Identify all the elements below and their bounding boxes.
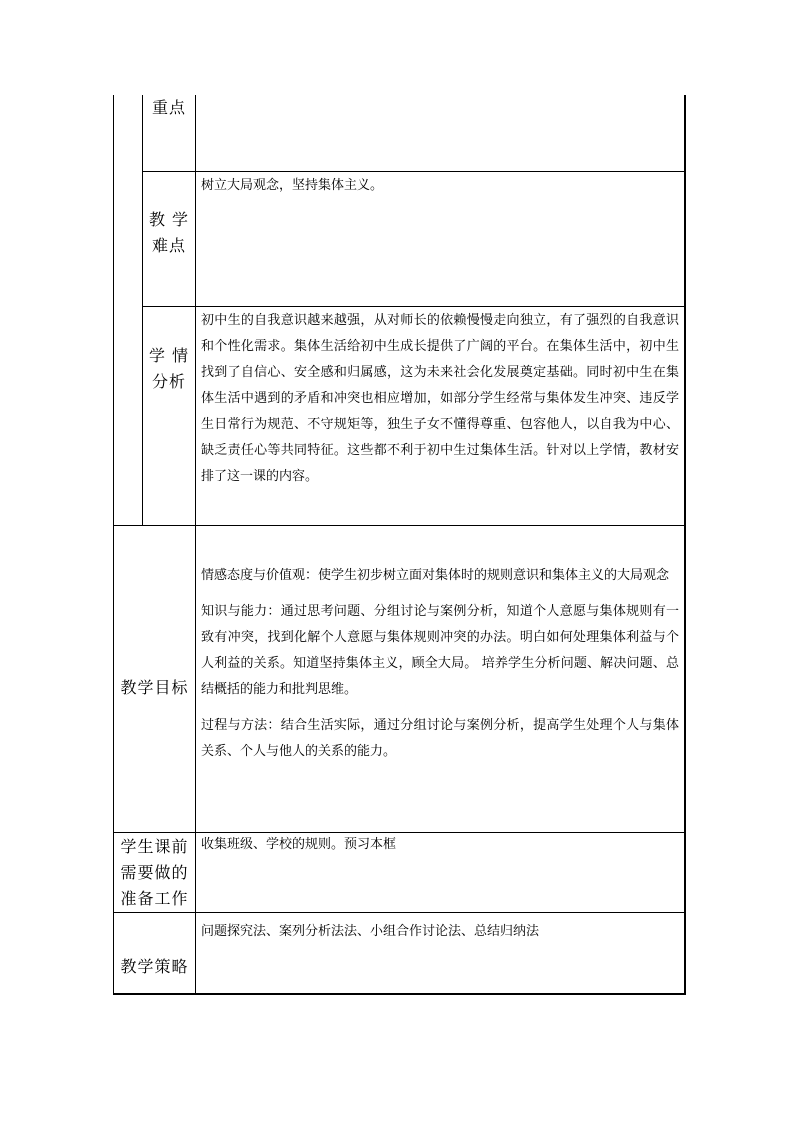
preparation-label-line2: 需要做的	[120, 863, 189, 882]
difficulties-label-line2: 难点	[151, 236, 186, 255]
student-analysis-label-line1: 学 情	[148, 346, 190, 365]
objectives-content	[201, 563, 679, 765]
row-divider-3	[113, 525, 685, 526]
table-border-left-top	[113, 95, 114, 525]
label-content-divider	[195, 95, 196, 995]
student-analysis-label	[143, 343, 195, 395]
strategy-content: 问题探究法、案列分析法法、小组合作讨论法、总结归纳法	[201, 924, 540, 939]
student-analysis-label-line2: 分析	[151, 372, 186, 391]
inner-column-divider	[142, 95, 143, 525]
table-border-right	[684, 95, 686, 995]
key-points-label: 重点	[151, 98, 186, 117]
objectives-label: 教学目标	[120, 678, 189, 697]
row-divider-2	[142, 306, 685, 307]
preparation-content: 收集班级、学校的规则。预习本框	[201, 837, 397, 852]
preparation-label-line1: 学生课前	[120, 837, 189, 856]
preparation-label-line3: 准备工作	[120, 889, 189, 908]
objective-process: 过程与方法：结合生活实际，通过分组讨论与案例分析，提高学生处理个人与集体关系、个人与他人的关系的能力。	[201, 718, 679, 759]
difficulties-label	[143, 207, 195, 259]
objective-attitude: 情感态度与价值观：使学生初步树立面对集体时的规则意识和集体主义的大局观念	[201, 568, 670, 583]
difficulties-label-line1: 教 学	[148, 210, 190, 229]
table-border-left	[113, 525, 114, 995]
table-border-bottom	[113, 993, 686, 995]
strategy-label: 教学策略	[120, 957, 189, 976]
student-analysis-content: 初中生的自我意识越来越强，从对师长的依赖慢慢走向独立，有了强烈的自我意识和个性化需求。集体生活给初中生成长提供了广阔的平台。在集体生活中，初中生找到了自信心、安全感和归属感，这为未来社会化发展奠定基础。同时初中生在集体生活中遇到的矛盾和冲突也相应增加，如部分学生经常与集体发生冲突、违反学生日常行为规范、不守规矩等，独生子女不懂得尊重、包容他人，以自我为中心、缺乏责任心等共同特征。这些都不利于初中生过集体生活。针对以上学情，教材安排了这一课的内容。	[201, 313, 679, 484]
objective-knowledge: 知识与能力：通过思考问题、分组讨论与案例分析，知道个人意愿与集体规则有一致有冲突，找到化解个人意愿与集体规则冲突的办法。明白如何处理集体利益与个人利益的关系。知道坚持集体主义，顾全大局。 培养学生分析问题、解决问题、总结概括的能力和批判思维。	[201, 604, 679, 697]
row-divider-1	[142, 171, 685, 172]
difficulties-content: 树立大局观念，坚持集体主义。	[201, 178, 384, 193]
row-divider-5	[113, 912, 685, 913]
preparation-label	[114, 834, 195, 912]
